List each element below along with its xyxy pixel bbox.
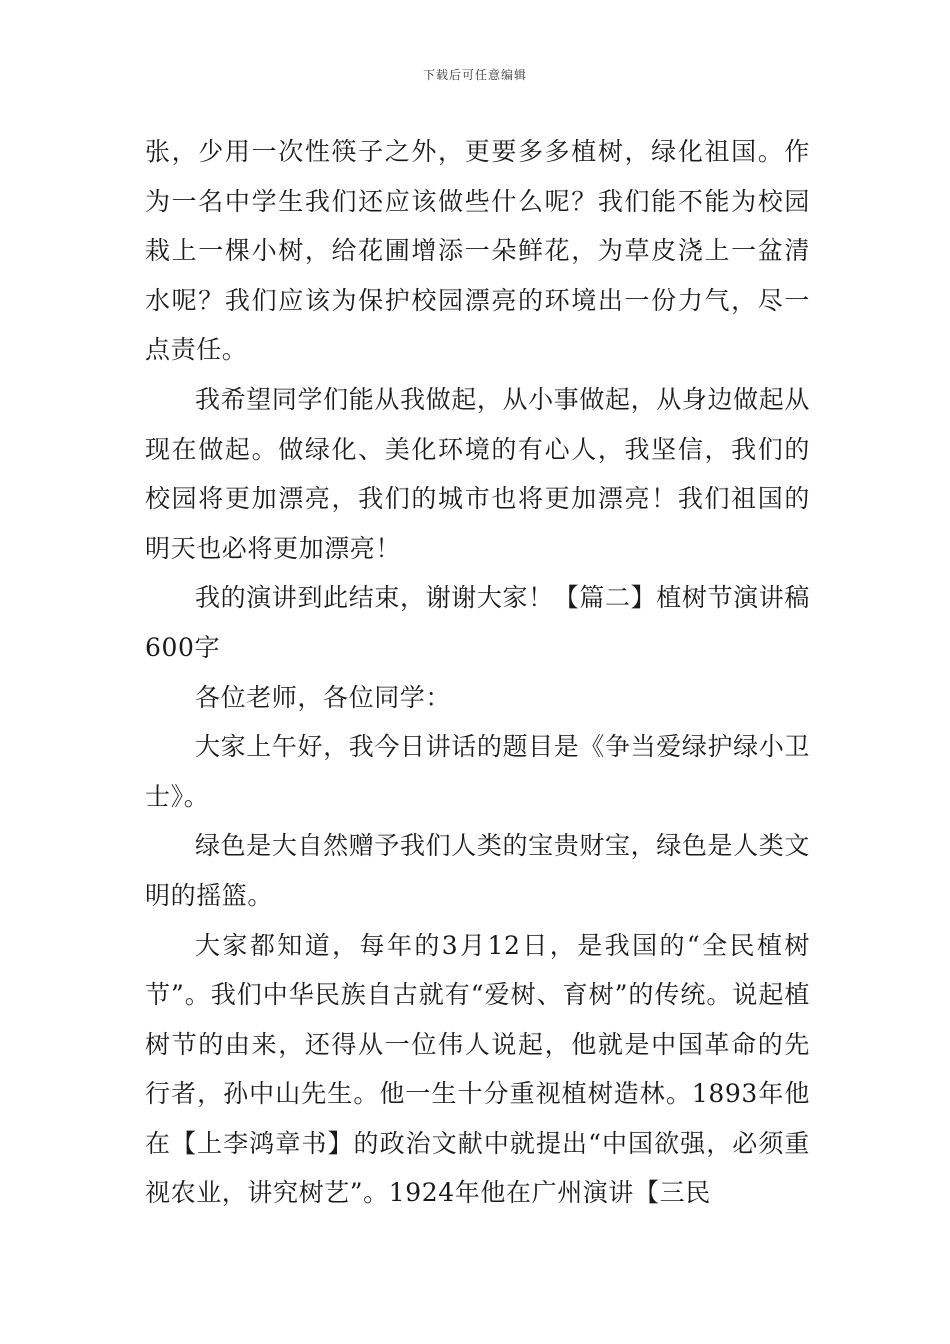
paragraph: 我希望同学们能从我做起，从小事做起，从身边做起从现在做起。做绿化、美化环境的有心人，我坚信，我们的校园将更加漂亮，我们的城市也将更加漂亮！我们祖国的明天也必将更加漂亮！ — [145, 384, 810, 563]
page-header-note: 下载后可任意编辑 — [422, 68, 527, 82]
paragraph: 大家上午好，我今日讲话的题目是《争当爱绿护绿小卫士》。 — [145, 732, 810, 811]
paragraph: 我的演讲到此结束，谢谢大家！【篇二】植树节演讲稿600字 — [145, 583, 810, 662]
document-body — [145, 127, 810, 1218]
paragraph: 绿色是大自然赠予我们人类的宝贵财宝，绿色是人类文明的摇篮。 — [145, 831, 810, 910]
paragraph-continued: 张，少用一次性筷子之外，更要多多植树，绿化祖国。作为一名中学生我们还应该做些什么呢？我们能不能为校园栽上一棵小树，给花圃增添一朵鲜花，为草皮浇上一盆清水呢？我们应该为保护校园漂亮的环境出一份力气，尽一点责任。 — [145, 137, 810, 365]
paragraph: 大家都知道，每年的3月12日，是我国的“全民植树节”。我们中华民族自古就有“爱树、育树”的传统。说起植树节的由来，还得从一位伟人说起，他就是中国革命的先行者，孙中山先生。他一生十分重视植树造林。1893年他在【上李鸿章书】的政治文献中就提出“中国欲强，必须重视农业，讲究树艺”。1924年他在广州演讲【三民 — [145, 930, 810, 1208]
paragraph-salutation: 各位老师，各位同学： — [195, 682, 452, 712]
